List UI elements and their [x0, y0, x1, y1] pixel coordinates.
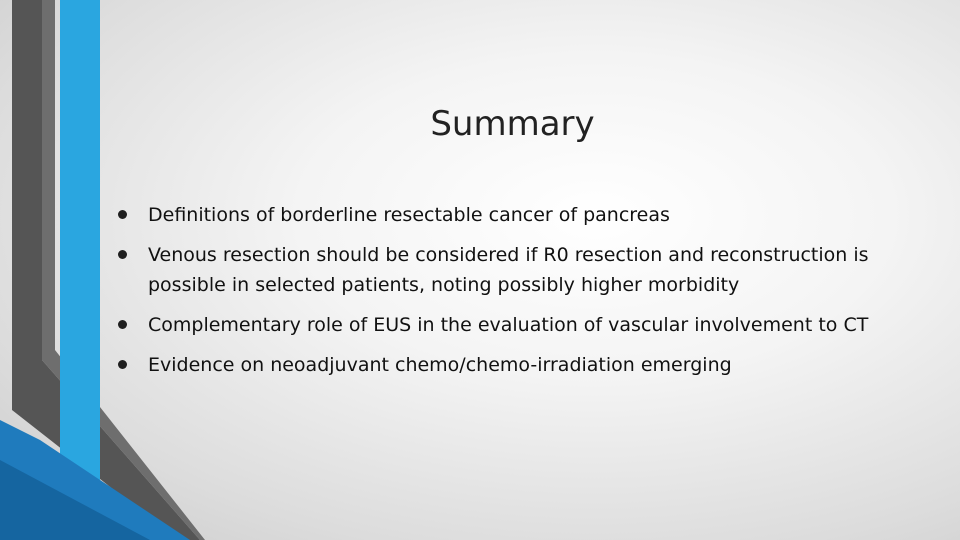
slide-title: Summary: [430, 104, 595, 144]
bullet-text: Venous resection should be considered if R0 resection and reconstruction is possible in selected patients, noting possibly higher morbidity: [148, 244, 869, 296]
list-item: [118, 200, 908, 230]
list-item: [118, 240, 908, 300]
bullet-text: Complementary role of EUS in the evaluation of vascular involvement to CT: [148, 314, 869, 336]
bullet-icon: [118, 250, 127, 259]
bullet-icon: [118, 210, 127, 219]
bullet-icon: [118, 320, 127, 329]
bullet-text: Evidence on neoadjuvant chemo/chemo-irradiation emerging: [148, 354, 732, 376]
bullet-list: [118, 200, 908, 390]
bullet-text: Definitions of borderline resectable cancer of pancreas: [148, 204, 670, 226]
list-item: [118, 310, 908, 340]
list-item: [118, 350, 908, 380]
bullet-icon: [118, 360, 127, 369]
